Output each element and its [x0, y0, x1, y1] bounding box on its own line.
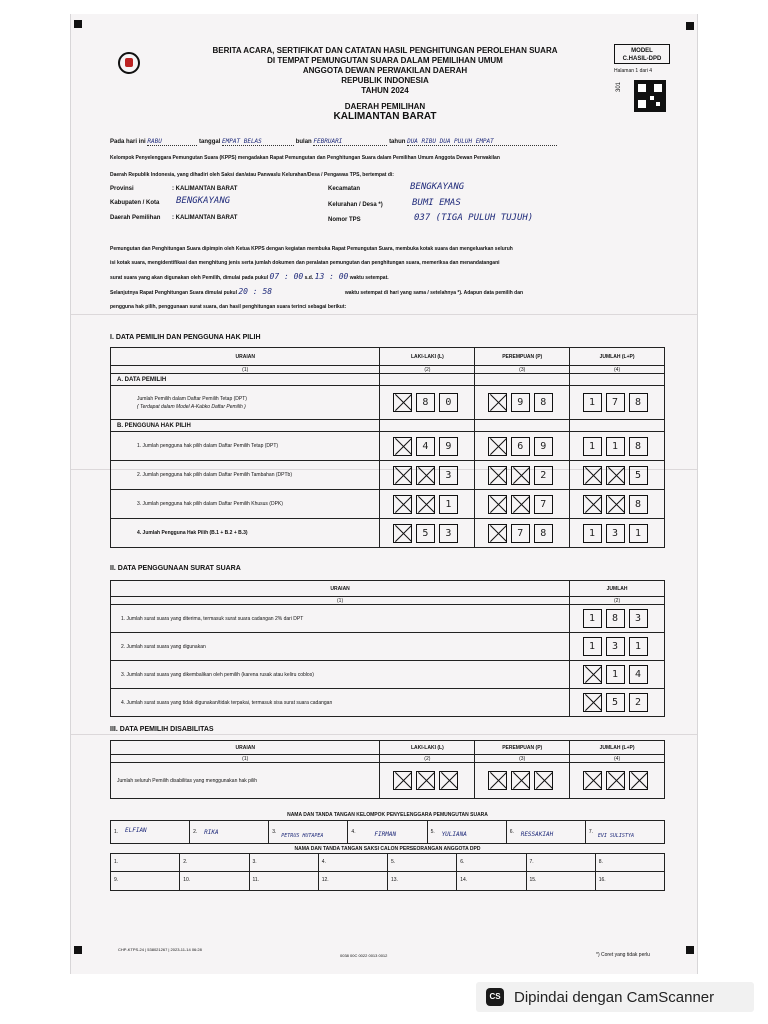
- digit-box: 2: [534, 466, 553, 485]
- count-start-time: 20 : 58: [238, 287, 273, 296]
- digit-box: 8: [629, 437, 648, 456]
- day-value: RABU: [147, 138, 197, 146]
- row-b4-laki: [380, 519, 475, 548]
- digit-box: [629, 771, 648, 790]
- digit-box: [393, 771, 412, 790]
- digit-box: 3: [606, 637, 625, 656]
- digit-box: 9: [511, 393, 530, 412]
- kpps-signature-cell: 5. YULIANA: [428, 821, 507, 843]
- date-line: Pada hari ini RABU tanggal EMPAT BELAS bulan FEBRUARI tahun DUA RIBU DUA PULUH EMPAT: [110, 138, 650, 146]
- digit-box: 3: [629, 609, 648, 628]
- camscanner-logo-icon: CS: [486, 988, 504, 1006]
- kpu-logo-icon: [118, 52, 140, 74]
- digit-box: [439, 771, 458, 790]
- ballots-used: [570, 633, 665, 661]
- tps-value: 037 (TIGA PULUH TUJUH): [414, 213, 534, 223]
- section-2-title: II. DATA PENGGUNAAN SURAT SUARA: [110, 565, 241, 572]
- digit-box: 1: [583, 437, 602, 456]
- digit-box: [416, 495, 435, 514]
- section-2-table: URAIAN JUMLAH (1) (2) 1. Jumlah surat suara yang diterima, termasuk surat suara cadangan 2% dari DPT 1 8 3 2. Jumlah surat suara yang digunakan 1 3 1 3. Jumlah surat suara yang dikembalikan oleh pemilih (karena rusak atau keliru coblos) 1 4 4. Jumlah surat suara yang tidak digunakan/tidak terpakai, termasuk sisa surat suara cadangan 5 2: [110, 580, 665, 717]
- proceedings-paragraph: Pemungutan dan Penghitungan Suara dipimpin oleh Ketua KPPS dengan kegiatan membuka Rapat Pemungutan Suara, membuka kotak suara dan mengeluarkan seluruh isi kotak suara, mengidentifikasi dan menghitung jenis serta jumlah dokumen dan peralatan pemungutan dan penghitungan suara, memeriksa dan menandatangani surat suara yang akan digunakan oleh Pemilih, dimulai pada pukul 07 : 00 s.d. 13 : 00 waktu setempat. Selanjutnya Rapat Penghitungan Suara dimulai pukul 20 : 58 waktu setempat di hari yang sama / setelahnya *). Adapun data pemilih dan pengguna hak pilih, penggunaan surat suara, dan hasil penghitungan suara terinci sebagai berikut:: [110, 246, 524, 310]
- kpps-signature-cell: 1. ELFIAN: [111, 821, 190, 843]
- digit-box: [488, 524, 507, 543]
- dpt-perempuan: [475, 386, 570, 420]
- digit-box: [488, 771, 507, 790]
- digit-box: [511, 771, 530, 790]
- digit-box: 7: [511, 524, 530, 543]
- digit-box: [511, 466, 530, 485]
- digit-box: 1: [583, 524, 602, 543]
- digit-box: [416, 771, 435, 790]
- digit-box: 8: [534, 393, 553, 412]
- section-1-title: I. DATA PEMILIH DAN PENGGUNA HAK PILIH: [110, 334, 261, 341]
- digit-box: 1: [439, 495, 458, 514]
- ballots-received: [570, 605, 665, 633]
- kecamatan-value: BENGKAYANG: [410, 182, 465, 192]
- digit-box: 1: [583, 609, 602, 628]
- digit-box: [583, 665, 602, 684]
- tanggal-value: EMPAT BELAS: [222, 138, 294, 146]
- digit-box: [393, 393, 412, 412]
- digit-box: [583, 693, 602, 712]
- row-b2-jumlah: [570, 461, 665, 490]
- row-b3-laki: [380, 490, 475, 519]
- row-b2-perempuan: [475, 461, 570, 490]
- digit-box: [606, 771, 625, 790]
- ballots-unused: [570, 689, 665, 717]
- kpps-signature-row: [110, 820, 665, 844]
- disabilitas-perempuan: [475, 763, 570, 799]
- digit-box: 1: [629, 637, 648, 656]
- row-b4-jumlah: [570, 519, 665, 548]
- end-time: 13 : 00: [314, 272, 349, 281]
- kelurahan-value: BUMI EMAS: [412, 198, 461, 208]
- digit-box: 7: [606, 393, 625, 412]
- registration-marker: [74, 946, 82, 954]
- registration-marker: [74, 20, 82, 28]
- fold-line: [71, 314, 697, 315]
- digit-box: [488, 437, 507, 456]
- section-3-title: III. DATA PEMILIH DISABILITAS: [110, 726, 214, 733]
- digit-box: 3: [606, 524, 625, 543]
- footer-center-code: 0038 00C 0022 0013 0012: [340, 953, 388, 958]
- row-b3-perempuan: [475, 490, 570, 519]
- digit-box: [393, 524, 412, 543]
- digit-box: [393, 437, 412, 456]
- fold-line: [71, 734, 697, 735]
- camscanner-watermark: [476, 982, 754, 1012]
- kpps-signature-cell: 2. RIKA: [190, 821, 269, 843]
- digit-box: 2: [629, 693, 648, 712]
- start-time: 07 : 00: [269, 272, 304, 281]
- row-b1-jumlah: [570, 432, 665, 461]
- saksi-signature-grid: [110, 853, 665, 891]
- kpps-signature-cell: 7. EVI SULISTYA: [588, 829, 634, 839]
- qr-number: 301: [616, 81, 622, 92]
- digit-box: 3: [439, 524, 458, 543]
- section-1-table: URAIAN LAKI-LAKI (L) PEREMPUAN (P) JUMLAH (L+P) (1) (2) (3) (4) A. DATA PEMILIH Jumlah Pemilih dalam Daftar Pemilih Tetap (DPT) ( Terdapat dalam Model A-Kabko Daftar Pemilih ) 8 0 9 8 1 7 8 B. PENGGUNA HAK PILIH 1. Jumlah pengguna hak pilih dalam Daftar Pemilih Tetap (DPT) 4 9 6 9 1 1 8 2. Jumlah pengguna hak pilih dalam Daftar Pemilih Tambahan (DPTb) 3 2 5 3. Jumlah pengguna hak pilih dalam Daftar Pemilih Khusus (DPK) 1 7 8 4. Jumlah Pengguna Hak Pilih (B.1 + B.2 + B.3) 5 3 7 8 1 3 1: [110, 347, 665, 548]
- footer-code: CHP-KTPS-24 | 538021267 | 2023-11-14 06:28: [118, 947, 202, 952]
- digit-box: 8: [606, 609, 625, 628]
- digit-box: [488, 466, 507, 485]
- digit-box: [416, 466, 435, 485]
- digit-box: 5: [606, 693, 625, 712]
- kabupaten-value: BENGKAYANG: [176, 196, 231, 206]
- disabilitas-laki: [380, 763, 475, 799]
- header-title: BERITA ACARA, SERTIFIKAT DAN CATATAN HASIL PENGHITUNGAN PEROLEHAN SUARA DI TEMPAT PEMUNGUTAN SUARA DALAM PEMILIHAN UMUM ANGGOTA DEWAN PERWAKILAN DAERAH REPUBLIK INDONESIA TAHUN 2024 DAERAH PEMILIHAN KALIMANTAN BARAT: [212, 46, 558, 122]
- row-b4-perempuan: [475, 519, 570, 548]
- row-b2-laki: [380, 461, 475, 490]
- digit-box: 0: [439, 393, 458, 412]
- digit-box: [488, 393, 507, 412]
- digit-box: 4: [629, 665, 648, 684]
- digit-box: 9: [439, 437, 458, 456]
- intro-paragraph: Kelompok Penyelenggara Pemungutan Suara (KPPS) mengadakan Rapat Pemungutan dan Penghitungan Suara dalam Pemilihan Umum Anggota Dewan Perwakilan Daerah Republik Indonesia, yang dihadiri oleh Saksi dan/atau Panwaslu Kelurahan/Desa / Pengawas TPS, bertempat di:: [110, 155, 500, 178]
- saksi-row: 1. 2. 3. 4. 5. 6. 7. 8.: [111, 854, 664, 872]
- digit-box: [393, 495, 412, 514]
- digit-box: [583, 495, 602, 514]
- row-b1-laki: [380, 432, 475, 461]
- digit-box: 8: [416, 393, 435, 412]
- tahun-value: DUA RIBU DUA PULUH EMPAT: [407, 138, 557, 146]
- row-b3-jumlah: [570, 490, 665, 519]
- digit-box: 3: [439, 466, 458, 485]
- qr-code-icon: [634, 80, 666, 112]
- digit-box: [583, 771, 602, 790]
- digit-box: 1: [629, 524, 648, 543]
- digit-box: [488, 495, 507, 514]
- registration-marker: [686, 946, 694, 954]
- camscanner-text: Dipindai dengan CamScanner: [514, 988, 715, 1006]
- page-info: Halaman 1 dari 4: [614, 68, 653, 74]
- digit-box: 5: [416, 524, 435, 543]
- digit-box: 6: [511, 437, 530, 456]
- digit-box: 8: [629, 393, 648, 412]
- row-b1-perempuan: [475, 432, 570, 461]
- kpps-signature-title: NAMA DAN TANDA TANGAN KELOMPOK PENYELENGGARA PEMUNGUTAN SUARA: [287, 812, 488, 818]
- ballots-returned: [570, 661, 665, 689]
- digit-box: [583, 466, 602, 485]
- model-box: MODEL C.HASIL-DPD: [614, 44, 670, 64]
- kpps-signature-cell: 4. FIRMAN: [348, 821, 427, 843]
- bulan-value: FEBRUARI: [313, 138, 387, 146]
- digit-box: 1: [606, 437, 625, 456]
- digit-box: [606, 466, 625, 485]
- disabilitas-jumlah: [570, 763, 665, 799]
- dpt-laki: [380, 386, 475, 420]
- digit-box: 9: [534, 437, 553, 456]
- digit-box: [511, 495, 530, 514]
- digit-box: [393, 466, 412, 485]
- kpps-signature-cell: 6. RESSAKIAH: [507, 821, 586, 843]
- kpps-signature-cell: 3. PETRUS HUTAPEA: [269, 821, 348, 843]
- saksi-signature-title: NAMA DAN TANDA TANGAN SAKSI CALON PERSEORANGAN ANGGOTA DPD: [294, 846, 481, 852]
- digit-box: 1: [583, 637, 602, 656]
- digit-box: 1: [583, 393, 602, 412]
- dpt-jumlah: [570, 386, 665, 420]
- digit-box: [606, 495, 625, 514]
- saksi-row: 9. 10. 11. 12. 13. 14. 15. 16.: [111, 872, 664, 890]
- registration-marker: [686, 22, 694, 30]
- digit-box: 7: [534, 495, 553, 514]
- section-3-table: URAIAN LAKI-LAKI (L) PEREMPUAN (P) JUMLAH (L+P) (1) (2) (3) (4) Jumlah seluruh Pemilih disabilitas yang menggunakan hak pilih: [110, 740, 665, 799]
- digit-box: [534, 771, 553, 790]
- digit-box: 4: [416, 437, 435, 456]
- digit-box: 5: [629, 466, 648, 485]
- footer-note: *) Coret yang tidak perlu: [596, 952, 650, 958]
- digit-box: 1: [606, 665, 625, 684]
- digit-box: 8: [534, 524, 553, 543]
- digit-box: 8: [629, 495, 648, 514]
